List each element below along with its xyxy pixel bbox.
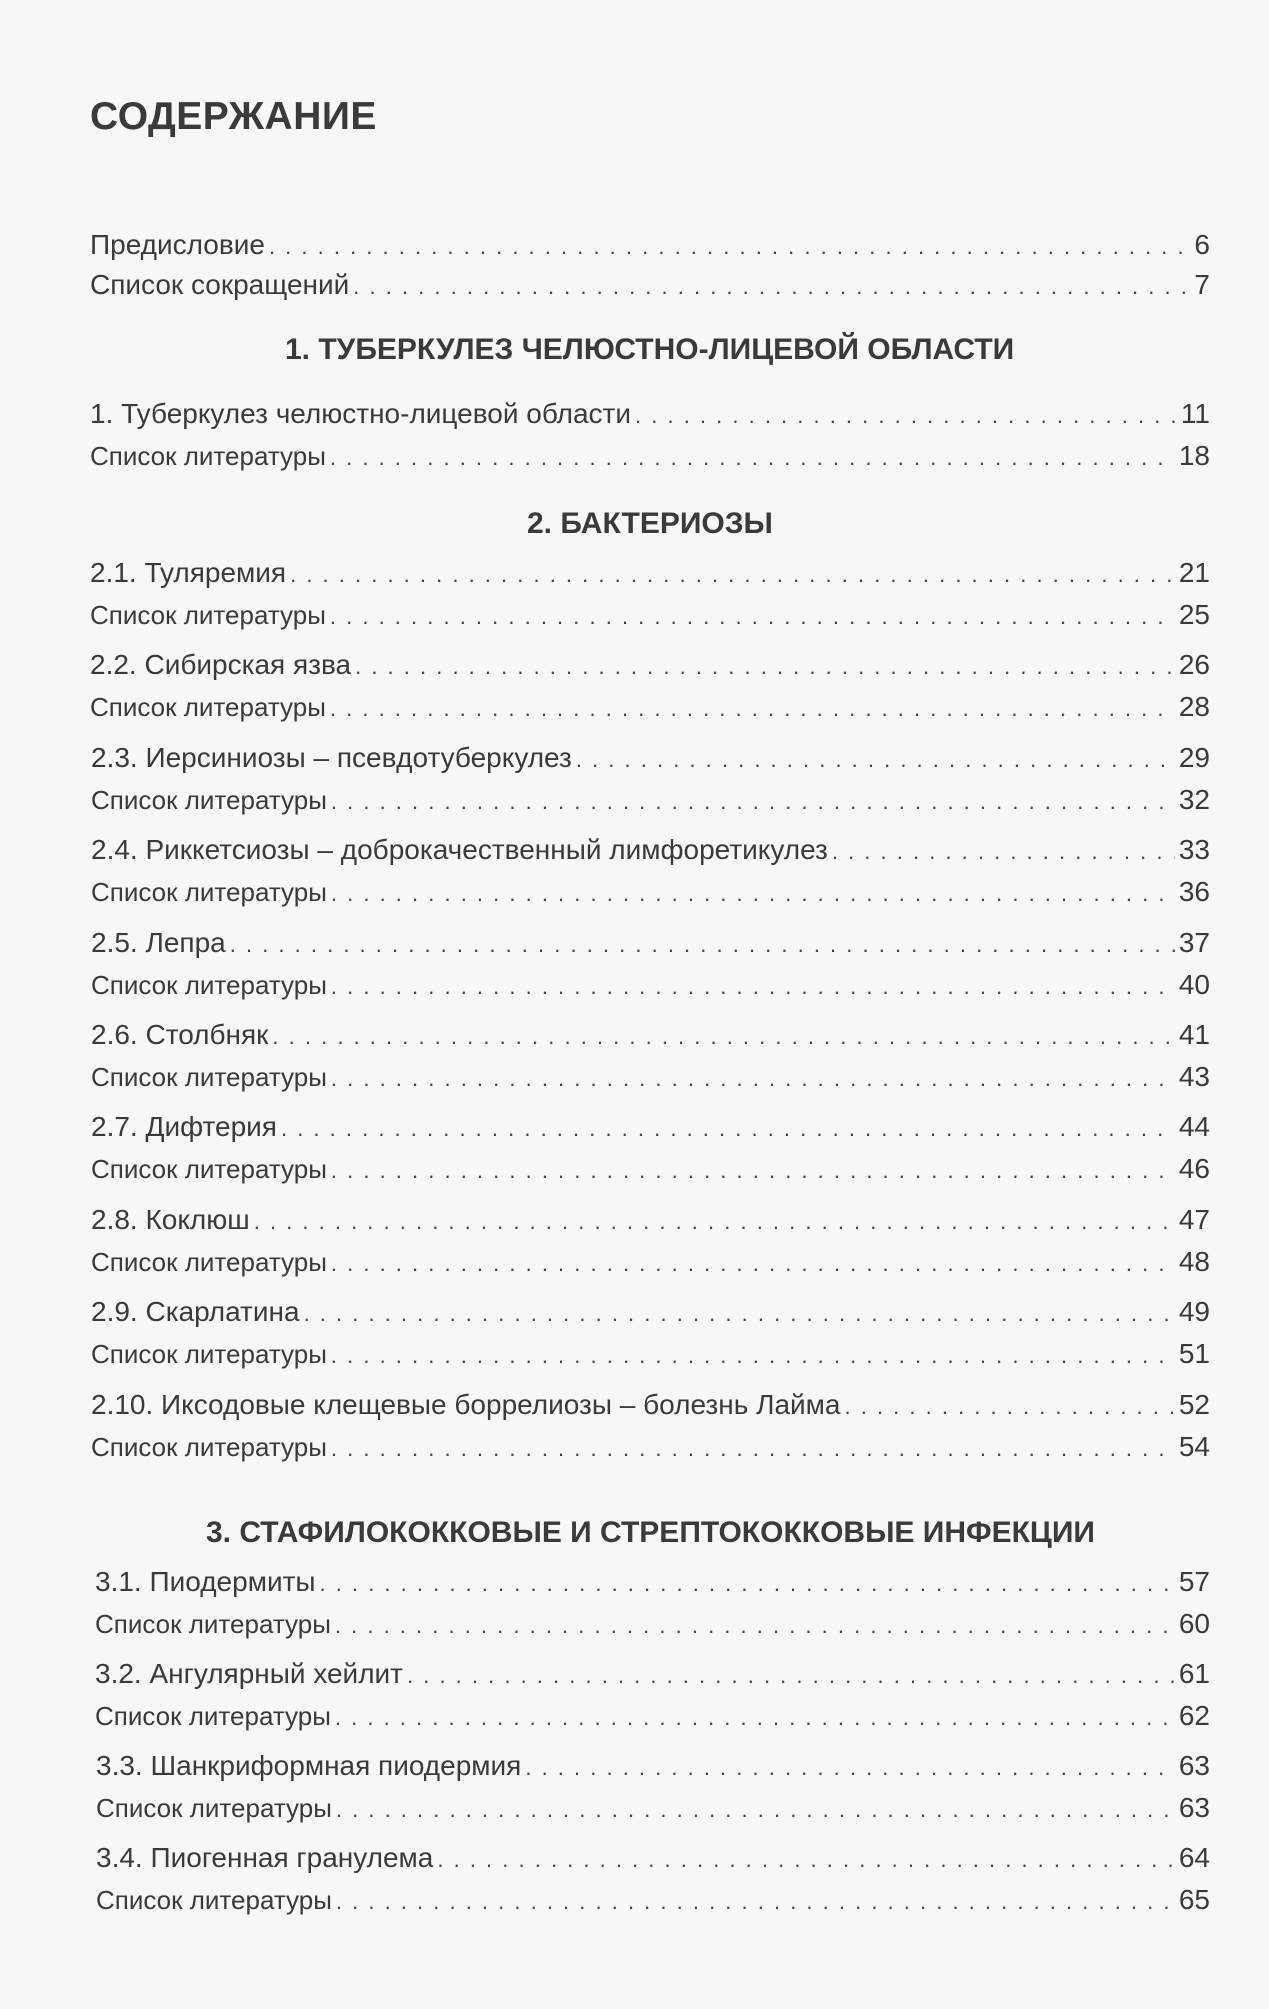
dot-leader [290, 558, 1175, 590]
toc-entry[interactable] [96, 1749, 1210, 1783]
dot-leader [635, 399, 1177, 431]
toc-page-number: 46 [1178, 1153, 1210, 1184]
toc-page-number: 54 [1178, 1431, 1210, 1462]
toc-entry-label: Список литературы [90, 441, 326, 471]
dot-leader [832, 835, 1175, 867]
dot-leader [353, 270, 1190, 302]
section-heading: 3. СТАФИЛОКОККОВЫЕ И СТРЕПТОКОККОВЫЕ ИНФЕКЦИИ [206, 1516, 1095, 1549]
dot-leader [331, 1154, 1175, 1186]
toc-entry-label: Предисловие [90, 229, 265, 260]
toc-entry-label: 2.4. Риккетсиозы – доброкачественный лимфоретикулез [91, 834, 828, 865]
toc-page-number: 21 [1178, 557, 1210, 588]
toc-page-number: 32 [1178, 784, 1210, 815]
toc-page-number: 18 [1178, 440, 1210, 471]
toc-entry-label: 2.6. Столбняк [91, 1019, 269, 1050]
toc-page-number: 26 [1178, 649, 1210, 680]
toc-entry-references[interactable] [90, 439, 1210, 473]
toc-entry[interactable] [90, 397, 1210, 431]
toc-entry-label: Список литературы [91, 877, 327, 907]
toc-entry[interactable] [91, 926, 1210, 960]
toc-page-number: 44 [1178, 1111, 1210, 1142]
toc-entry-references[interactable] [90, 598, 1210, 632]
dot-leader [331, 1339, 1175, 1371]
toc-entry-references[interactable] [96, 1791, 1210, 1825]
toc-entry-label: 1. Туберкулез челюстно-лицевой области [90, 398, 632, 429]
dot-leader [254, 1205, 1175, 1237]
dot-leader [331, 1432, 1175, 1464]
toc-entry-references[interactable] [91, 783, 1210, 817]
toc-entry-label: Список литературы [96, 1793, 332, 1823]
toc-entry[interactable] [90, 228, 1210, 262]
toc-page-number: 40 [1178, 969, 1210, 1000]
toc-page-number: 47 [1178, 1204, 1210, 1235]
toc-entry-label: Список литературы [91, 1062, 327, 1092]
dot-leader [335, 1609, 1175, 1641]
dot-leader [330, 441, 1175, 473]
dot-leader [437, 1843, 1174, 1875]
toc-entry[interactable] [90, 648, 1210, 682]
toc-page-number: 43 [1178, 1061, 1210, 1092]
toc-page-number: 63 [1178, 1792, 1210, 1823]
dot-leader [304, 1297, 1175, 1329]
toc-entry[interactable] [90, 268, 1210, 302]
toc-page-number: 6 [1194, 229, 1210, 260]
dot-leader [330, 600, 1175, 632]
toc-entry-label: 3.3. Шанкриформная пиодермия [96, 1750, 522, 1781]
dot-leader [331, 970, 1175, 1002]
toc-entry-label: Список литературы [95, 1609, 331, 1639]
toc-entry-label: 2.8. Коклюш [91, 1204, 250, 1235]
toc-page-number: 7 [1194, 269, 1210, 300]
toc-entry-label: Список литературы [91, 1154, 327, 1184]
dot-leader [281, 1112, 1175, 1144]
toc-entry-label: 3.1. Пиодермиты [95, 1566, 316, 1597]
toc-entry-references[interactable] [91, 968, 1210, 1002]
dot-leader [320, 1567, 1175, 1599]
toc-entry-references[interactable] [96, 1883, 1210, 1917]
dot-leader [331, 877, 1175, 909]
toc-entry-label: Список литературы [90, 692, 326, 722]
toc-entry[interactable] [90, 556, 1210, 590]
toc-entry-label: 3.4. Пиогенная гранулема [96, 1842, 434, 1873]
toc-page-number: 51 [1178, 1338, 1210, 1369]
dot-leader [330, 692, 1175, 724]
toc-entry-label: Список литературы [91, 1339, 327, 1369]
toc-entry[interactable] [91, 833, 1210, 867]
toc-entry-label: 2.7. Дифтерия [91, 1111, 277, 1142]
toc-entry-label: Список литературы [91, 785, 327, 815]
toc-page-number: 62 [1178, 1700, 1210, 1731]
dot-leader [336, 1885, 1175, 1917]
toc-entry-label: 2.9. Скарлатина [91, 1296, 300, 1327]
toc-entry-references[interactable] [91, 1245, 1210, 1279]
toc-entry-references[interactable] [90, 690, 1210, 724]
toc-page-number: 48 [1178, 1246, 1210, 1277]
toc-page-number: 36 [1178, 876, 1210, 907]
dot-leader [335, 1701, 1175, 1733]
toc-entry-label: Список литературы [91, 1432, 327, 1462]
toc-page-number: 57 [1178, 1566, 1210, 1597]
dot-leader [576, 743, 1175, 775]
toc-entry[interactable] [91, 1110, 1210, 1144]
dot-leader [336, 1793, 1175, 1825]
dot-leader [355, 650, 1175, 682]
toc-page-number: 52 [1178, 1389, 1210, 1420]
toc-entry-references[interactable] [91, 1337, 1210, 1371]
toc-entry-references[interactable] [91, 875, 1210, 909]
toc-entry-label: Список литературы [90, 600, 326, 630]
toc-page-number: 65 [1178, 1884, 1210, 1915]
dot-leader [331, 1247, 1175, 1279]
toc-entry-label: 2.3. Иерсиниозы – псевдотуберкулез [91, 742, 572, 773]
dot-leader [230, 928, 1175, 960]
toc-page-number: 60 [1178, 1608, 1210, 1639]
toc-entry-references[interactable] [91, 1152, 1210, 1186]
toc-entry-references[interactable] [95, 1607, 1210, 1641]
section-heading: 2. БАКТЕРИОЗЫ [527, 507, 773, 540]
section-heading: 1. ТУБЕРКУЛЕЗ ЧЕЛЮСТНО-ЛИЦЕВОЙ ОБЛАСТИ [285, 333, 1015, 366]
toc-page-number: 25 [1178, 599, 1210, 630]
toc-page-number: 49 [1178, 1296, 1210, 1327]
dot-leader [269, 230, 1190, 262]
toc-page-number: 63 [1178, 1750, 1210, 1781]
toc-page-number: 11 [1180, 398, 1210, 429]
toc-entry-label: Список сокращений [90, 269, 350, 300]
toc-entry-label: Список литературы [95, 1701, 331, 1731]
dot-leader [331, 1062, 1175, 1094]
toc-entry[interactable] [95, 1657, 1210, 1691]
toc-entry-label: 2.1. Туляремия [90, 557, 287, 588]
toc-entry-label: 2.5. Лепра [91, 927, 226, 958]
toc-entry-label: Список литературы [96, 1885, 332, 1915]
dot-leader [331, 785, 1175, 817]
toc-entry[interactable] [96, 1841, 1210, 1875]
toc-page-number: 61 [1178, 1658, 1210, 1689]
dot-leader [845, 1390, 1175, 1422]
toc-entry-label: Список литературы [91, 1247, 327, 1277]
toc-page-number: 29 [1178, 742, 1210, 773]
toc-page-number: 41 [1178, 1019, 1210, 1050]
toc-entry-references[interactable] [91, 1060, 1210, 1094]
toc-entry[interactable] [91, 1018, 1210, 1052]
toc-entry[interactable] [91, 1203, 1210, 1237]
toc-entry-label: Список литературы [91, 970, 327, 1000]
toc-entry-label: 2.10. Иксодовые клещевые боррелиозы – болезнь Лайма [91, 1389, 841, 1420]
toc-page-number: 64 [1178, 1842, 1210, 1873]
page-title: СОДЕРЖАНИЕ [90, 95, 377, 138]
dot-leader [525, 1751, 1174, 1783]
toc-entry[interactable] [95, 1565, 1210, 1599]
toc-entry-label: 2.2. Сибирская язва [90, 649, 352, 680]
toc-entry[interactable] [91, 1295, 1210, 1329]
dot-leader [272, 1020, 1174, 1052]
toc-entry-references[interactable] [95, 1699, 1210, 1733]
toc-entry[interactable] [91, 741, 1210, 775]
toc-entry[interactable] [91, 1388, 1210, 1422]
dot-leader [407, 1659, 1175, 1691]
toc-page-number: 28 [1178, 691, 1210, 722]
toc-entry-label: 3.2. Ангулярный хейлит [95, 1658, 403, 1689]
toc-page-number: 33 [1178, 834, 1210, 865]
toc-page-number: 37 [1178, 927, 1210, 958]
toc-entry-references[interactable] [91, 1430, 1210, 1464]
